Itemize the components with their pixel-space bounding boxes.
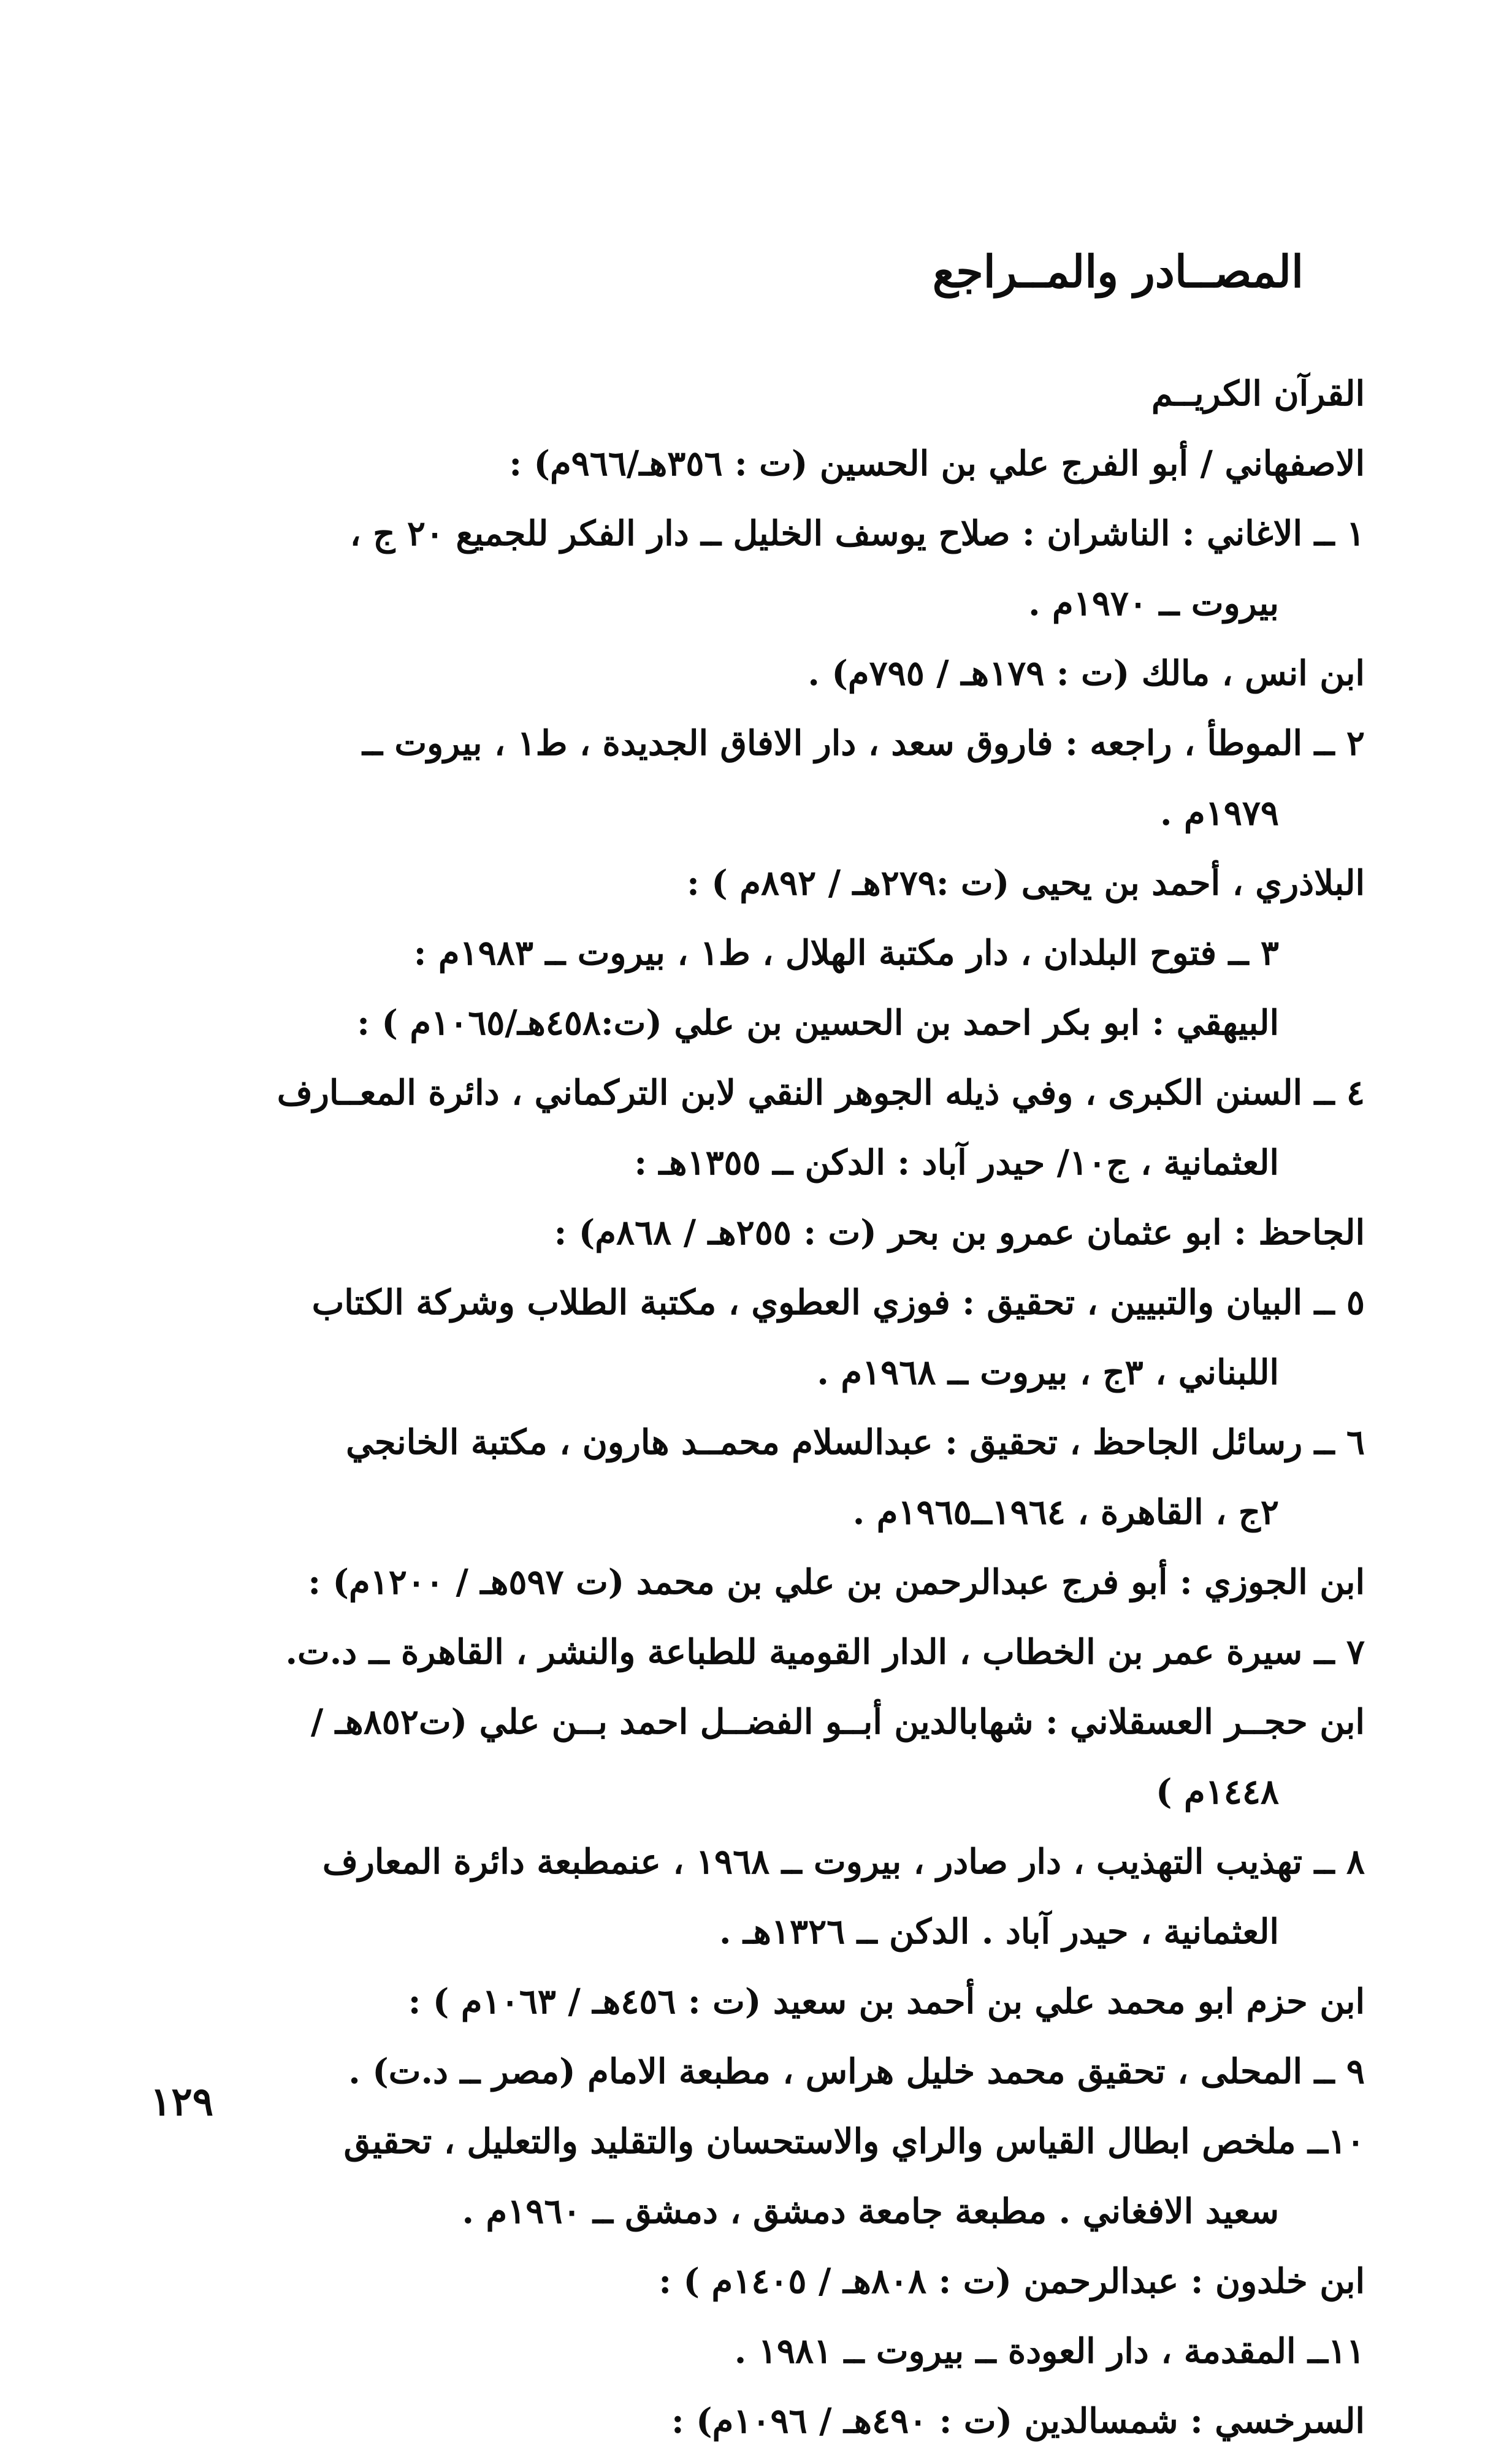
bibliography-line: القرآن الكريــم — [1151, 373, 1365, 414]
page-number: ١٢٩ — [150, 2079, 214, 2125]
bibliography-line: ابن حزم ابو محمد علي بن أحمد بن سعيد (ت : ٤٥٦هـ / ١٠٦٣م ) : — [408, 1981, 1365, 2022]
bibliography-line: ٥ ــ البيان والتبيين ، تحقيق : فوزي العطوي ، مكتبة الطلاب وشركة الكتاب — [311, 1282, 1365, 1323]
bibliography-line: بيروت ــ ١٩٧٠م . — [1028, 583, 1279, 624]
bibliography-line: ٨ ــ تهذيب التهذيب ، دار صادر ، بيروت ــ ١٩٦٨ ، عنمطبعة دائرة المعارف — [322, 1842, 1365, 1882]
bibliography-line: ١ ــ الاغاني : الناشران : صلاح يوسف الخليل ــ دار الفكر للجميع ٢٠ ج ، — [349, 513, 1365, 554]
bibliography-line: ابن الجوزي : أبو فرج عبدالرحمن بن علي بن محمد (ت ٥٩٧هـ / ١٢٠٠م) : — [308, 1562, 1365, 1602]
bibliography-line: ٧ ــ سيرة عمر بن الخطاب ، الدار القومية للطباعة والنشر ، القاهرة ــ د.ت. — [285, 1632, 1365, 1672]
bibliography-line: البيهقي : ابو بكر احمد بن الحسين بن علي (ت:٤٥٨هـ/١٠٦٥م ) : — [357, 1003, 1279, 1043]
bibliography-line: الاصفهاني / أبو الفرج علي بن الحسين (ت : ٣٥٦هـ/٩٦٦م) : — [509, 443, 1365, 484]
bibliography-line: ٦ ــ رسائل الجاحظ ، تحقيق : عبدالسلام محمــد هارون ، مكتبة الخانجي — [346, 1422, 1365, 1463]
bibliography-line: الجاحظ : ابو عثمان عمرو بن بحر (ت : ٢٥٥هـ / ٨٦٨م) : — [554, 1212, 1365, 1253]
bibliography-line: السرخسي : شمسالدين (ت : ٤٩٠هـ / ١٠٩٦م) : — [671, 2401, 1365, 2441]
bibliography-line: ٢ج ، القاهرة ، ١٩٦٤ــ١٩٦٥م . — [852, 1492, 1279, 1532]
bibliography-line: ١٩٧٩م . — [1160, 793, 1279, 833]
bibliography-line: ابن انس ، مالك (ت : ١٧٩هـ / ٧٩٥م) . — [808, 653, 1365, 694]
bibliography-line: ١٠ــ ملخص ابطال القياس والراي والاستحسان والتقليد والتعليل ، تحقيق — [343, 2121, 1365, 2162]
bibliography-line: العثمانية ، حيدر آباد . الدكن ــ ١٣٢٦هـ . — [719, 1911, 1279, 1952]
bibliography-list — [145, 359, 1365, 2456]
bibliography-line: ٤ ــ السنن الكبرى ، وفي ذيله الجوهر النقي لابن التركماني ، دائرة المعــارف — [277, 1073, 1365, 1113]
bibliography-line: ١١ــ المقدمة ، دار العودة ــ بيروت ــ ١٩٨١ . — [734, 2331, 1365, 2371]
bibliography-line: اللبناني ، ٣ج ، بيروت ــ ١٩٦٨م . — [817, 1352, 1279, 1393]
bibliography-line: ٣ ــ فتوح البلدان ، دار مكتبة الهلال ، ط١ ، بيروت ــ ١٩٨٣م : — [413, 933, 1279, 973]
bibliography-line: البلاذري ، أحمد بن يحيى (ت :٢٧٩هـ / ٨٩٢م ) : — [687, 863, 1365, 903]
bibliography-line: ١٤٤٨م ) — [1156, 1772, 1279, 1812]
page-title: المصــادر والمــراجع — [932, 245, 1304, 297]
bibliography-line: ابن حجــر العسقلاني : شهابالدين أبــو الفضــل احمد بــن علي (ت٨٥٢هـ / — [310, 1702, 1365, 1742]
bibliography-line: ابن خلدون : عبدالرحمن (ت : ٨٠٨هـ / ١٤٠٥م ) : — [659, 2261, 1365, 2301]
bibliography-line: ٢ ــ الموطأ ، راجعه : فاروق سعد ، دار الافاق الجديدة ، ط١ ، بيروت ــ — [362, 723, 1365, 763]
bibliography-line: ٩ ــ المحلى ، تحقيق محمد خليل هراس ، مطبعة الامام (مصر ــ د.ت) . — [348, 2051, 1365, 2092]
bibliography-line: سعيد الافغاني . مطبعة جامعة دمشق ، دمشق ــ ١٩٦٠م . — [462, 2191, 1279, 2232]
bibliography-line: العثمانية ، ج١٠/ حيدر آباد : الدكن ــ ١٣٥٥هـ : — [634, 1142, 1279, 1183]
